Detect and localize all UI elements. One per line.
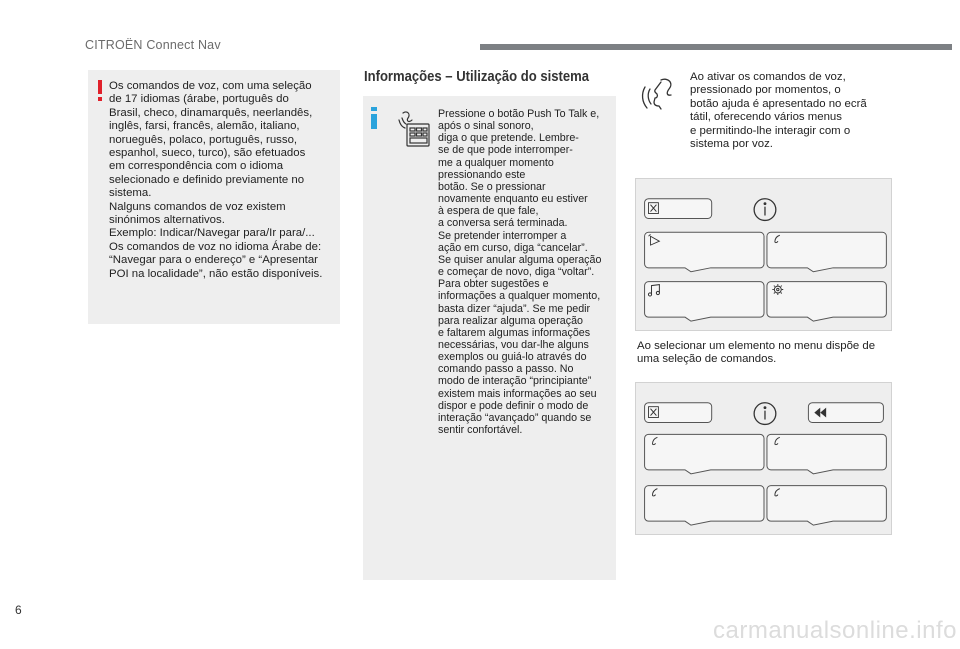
exclamation-icon (95, 80, 105, 102)
help-icon (754, 403, 776, 425)
voice-menu-button (645, 232, 764, 271)
voice-command-icon (641, 76, 679, 112)
command-button-2 (767, 434, 886, 473)
settings-menu-button (767, 282, 886, 321)
info-icon (369, 107, 379, 129)
command-button-3 (645, 486, 764, 525)
music-menu-button (645, 282, 764, 321)
close-button-shape (645, 403, 712, 423)
info-text: Pressione o botão Push To Talk e, após o sinal sonoro, diga o que pretende. Lembre- se de que pode interromper- me a qualquer momento pressionando este botão. Se o pressionar novamente enquanto eu estiver à espera de que fale, a conversa será terminada. Se pretender interromper a ação em curso, diga “cancelar”. Se quiser anular alguma operação e começar de novo, diga “voltar”. Para obter sugestões e informações a qualquer momento, basta dizer “ajuda”. Se me pedir para realizar alguma operação e faltarem algumas informações necessárias, vou dar-lhe alguns exemplos ou guiá-lo através do comando passo a passo. No modo de interação “principiante” existem mais informações ao seu dispor e pode definir o modo de interação “avançado” quando se sentir confortável. (438, 108, 602, 437)
section-title: Informações – Utilização do sistema (364, 68, 590, 85)
page-number: 6 (15, 603, 22, 617)
header-title: CITROËN Connect Nav (85, 38, 221, 52)
help-menu-screen (635, 178, 892, 331)
command-button-1 (645, 434, 764, 473)
help-icon (754, 199, 776, 221)
warning-text: Os comandos de voz, com uma seleção de 17 idiomas (árabe, português do Brasil, checo, dinamarquês, neerlandês, inglês, farsi, francês, alemão, italiano, norueguês, polaco, português, russo, espanhol, sueco, turco), são efetuados em correspondência com o idioma selecionado e definido previamente no sistema. Nalguns comandos de voz existem sinónimos alternativos. Exemplo: Indicar/Navegar para/Ir para/... Os comandos de voz no idioma Árabe de: “Navegar para o endereço” e “Apresentar POI na localidade”, não estão disponíveis. (109, 80, 323, 280)
header-bar (480, 44, 952, 50)
command-button-4 (767, 486, 886, 525)
phone-menu-button (767, 232, 886, 271)
info-box (363, 96, 616, 580)
submenu-screen (635, 382, 892, 535)
voice-text: Ao ativar os comandos de voz, pressionado por momentos, o botão ajuda é apresentado no ecrã tátil, oferecendo vários menus e permitindo-lhe interagir com o sistema por voz. (690, 71, 867, 151)
watermark: carmanualsonline.info (713, 617, 957, 644)
warning-box (88, 70, 340, 324)
push-to-talk-icon (397, 110, 431, 148)
caption-text: Ao selecionar um elemento no menu dispõe de uma seleção de comandos. (637, 340, 876, 366)
close-button-shape (645, 199, 712, 219)
